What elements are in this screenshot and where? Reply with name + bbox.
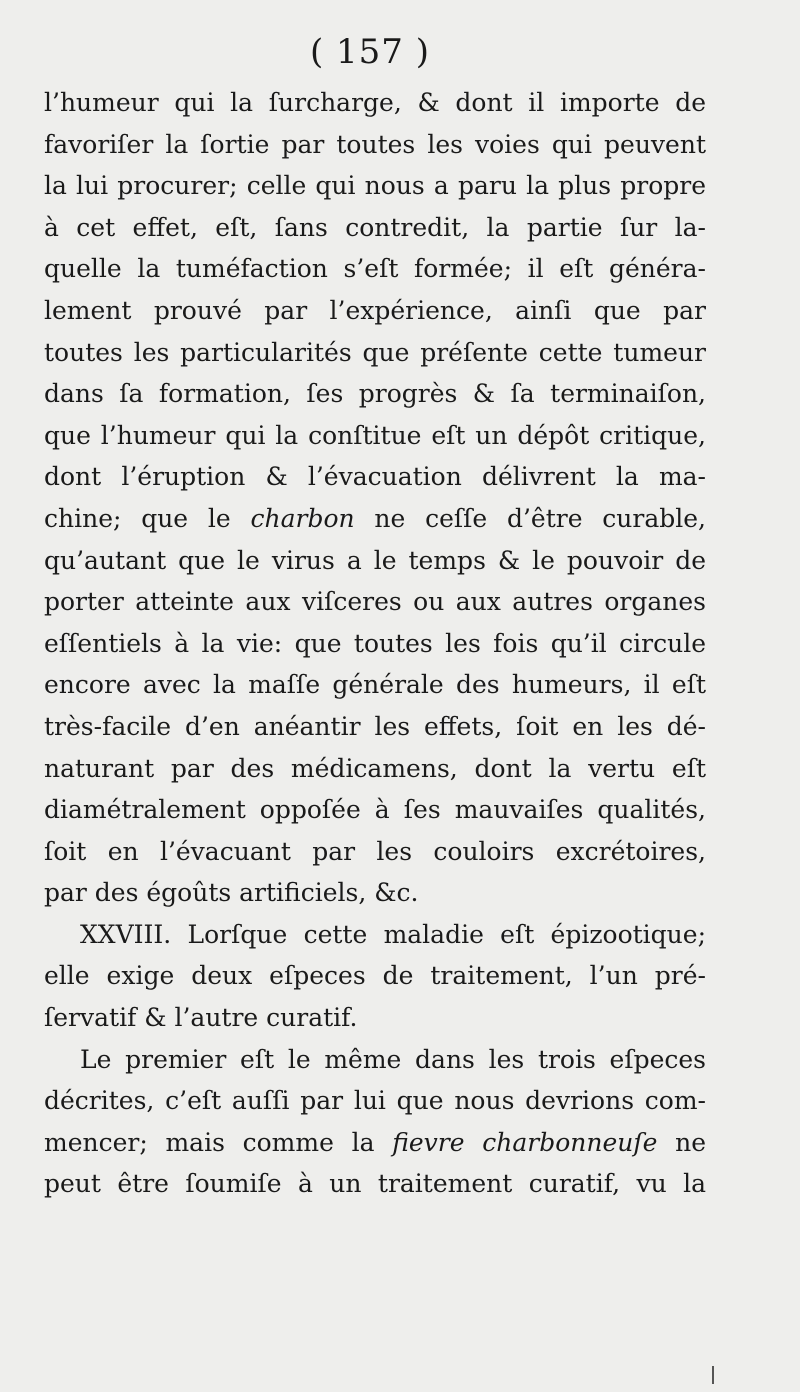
text-line: elle exige deux eſpeces de traitement, l’un pré- [44, 961, 706, 991]
text-segment: ne ceſſe d’être curable, [354, 503, 706, 533]
text-segment: chine; que le [44, 503, 251, 533]
text-line: ſervatif & l’autre curatif. [44, 1003, 358, 1033]
text-line: toutes les particularités que préſente cette tumeur [44, 337, 706, 367]
text-line: ſoit en l’évacuant par les couloirs excrétoires, [44, 836, 706, 866]
text-line: diamétralement oppoſée à ſes mauvaiſes qualités, [44, 795, 706, 825]
text-line: à cet effet, eſt, ſans contredit, la partie ſur la- [44, 212, 706, 242]
italic-term: fievre charbonneuſe [392, 1127, 658, 1157]
text-line: décrites, c’eſt auſſi par lui que nous devrions com- [44, 1086, 706, 1116]
text-line: dans ſa formation, ſes progrès & ſa terminaiſon, [44, 379, 706, 409]
text-line: XXVIII. Lorſque cette maladie eſt épizootique; [80, 919, 706, 949]
text-line: l’humeur qui la ſurcharge, & dont il importe de [44, 88, 706, 117]
body-text [44, 82, 706, 1205]
text-line: très-facile d’en anéantir les effets, ſoit en les dé- [44, 711, 706, 741]
text-line: que l’humeur qui la conſtitue eſt un dépôt critique, [44, 420, 706, 450]
text-line: favoriſer la ſortie par toutes les voies qui peuvent [44, 129, 706, 159]
text-line: porter atteinte aux viſceres ou aux autres organes [44, 587, 706, 617]
text-line: qu’autant que le virus a le temps & le pouvoir de [44, 545, 706, 575]
page-number: ( 157 ) [309, 32, 431, 72]
text-line: quelle la tuméfaction s’eſt formée; il eſt généra- [44, 254, 706, 284]
text-line: lement prouvé par l’expérience, ainſi que par [44, 295, 706, 325]
text-line: peut être ſoumiſe à un traitement curatif, vu la [44, 1169, 706, 1199]
scan-mark [712, 1366, 714, 1384]
text-line: naturant par des médicamens, dont la vertu eſt [44, 753, 706, 783]
text-line [44, 1122, 706, 1164]
text-line: la lui procurer; celle qui nous a paru la plus propre [44, 171, 706, 201]
text-segment: ne [657, 1127, 706, 1157]
text-segment: mencer; mais comme la [44, 1127, 393, 1157]
italic-term: charbon [250, 503, 355, 533]
text-line: eſſentiels à la vie: que toutes les fois qu’il circule [44, 628, 706, 658]
text-line: Le premier eſt le même dans les trois eſpeces [80, 1044, 706, 1074]
text-line: encore avec la maſſe générale des humeurs, il eſt [44, 670, 706, 700]
text-line: par des égoûts artificiels, &c. [44, 878, 419, 908]
text-line: dont l’éruption & l’évacuation délivrent la ma- [44, 462, 706, 492]
text-line [44, 498, 706, 540]
